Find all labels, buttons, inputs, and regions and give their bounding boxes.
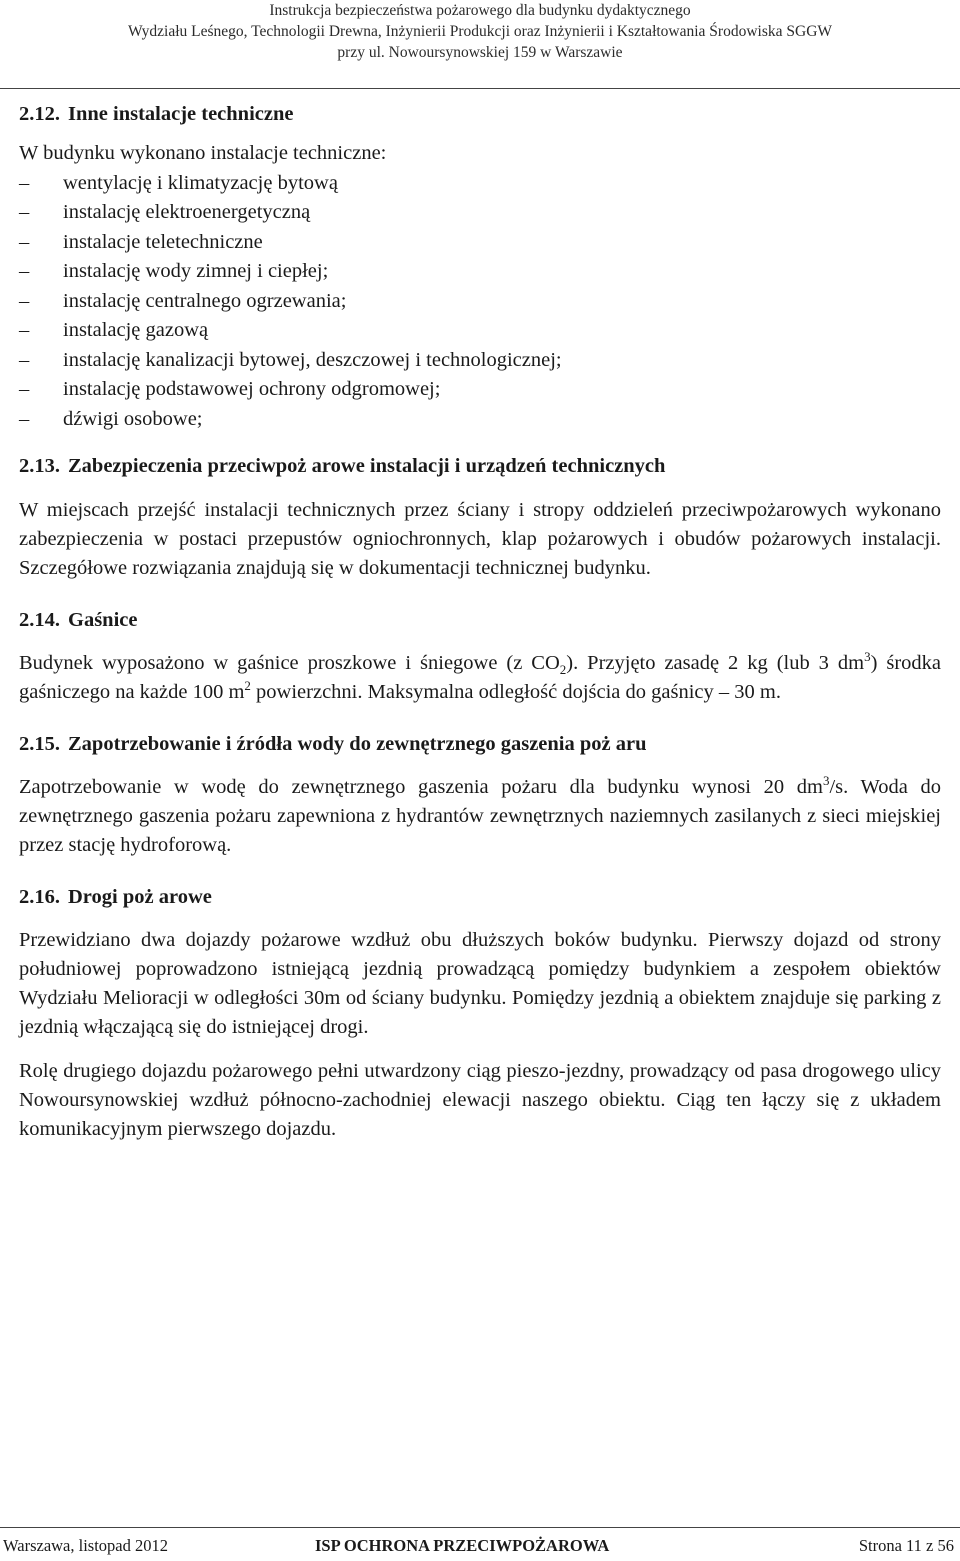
dash-bullet: – — [19, 171, 30, 194]
section-paragraph: Zapotrzebowanie w wodę do zewnętrznego gaszenia pożaru dla budynku wynosi 20 $dm^3/s$. Woda do zewnętrznego gaszenia pożaru zapewniona z hydrantów zewnętrznych naziemnych zasilanych z sieci miejskiej przez stację hydroforową. — [19, 773, 941, 856]
section-paragraph: W miejscach przejść instalacji technicznych przez ściany i stropy oddzieleń przeciwpożarowych wykonano zabezpieczenia w postaci przepustów ogniochronnych, klap pożarowych i obudów pożarowych instalacji. Szczegółowe rozwiązania znajdują się w dokumentacji technicznej budynku. — [19, 499, 941, 579]
section-paragraph: Rolę drugiego dojazdu pożarowego pełni utwardzony ciąg pieszo-jezdny, prowadzący od pasa drogowego ulicy Nowoursynowskiej wzdłuż północno-zachodniej elewacji naszego obiektu. Ciąg ten łączy się z układem komunikacyjnym pierwszego dojazdu. — [19, 1060, 941, 1140]
list-item: – dźwigi osobowe; — [19, 405, 941, 435]
dash-bullet: – — [19, 319, 30, 341]
header-line-3: przy ul. Nowoursynowskiej 159 w Warszawie — [337, 44, 623, 61]
list-item: – instalacje teletechniczne — [19, 228, 941, 258]
section-intro: W budynku wykonano instalacje techniczne: — [19, 142, 387, 164]
section-title: Drogi poż arowe — [68, 886, 212, 908]
section-number: 2.13. — [19, 455, 60, 477]
footer-page-number: Strona 11 z 56 — [858, 1536, 954, 1555]
list-item: – instalację gazową — [19, 316, 941, 346]
section-paragraph: Budynek wyposażono w gaśnice proszkowe i śniegowe (z $CO_2$). Przyjęto zasadę 2 kg (lub 3 $dm^3$) środka gaśniczego na każde 100 $m^2$ powierzchni. Maksymalna odległość dojścia do gaśnicy – 30 m. — [19, 649, 942, 703]
document-body — [19, 100, 941, 1144]
list-item: – instalację centralnego ogrzewania; — [19, 287, 941, 317]
section-title: Gaśnice — [68, 609, 138, 631]
list-item: – instalację podstawowej ochrony odgromowej; — [19, 375, 941, 405]
section-title: Zapotrzebowanie i źródła wody do zewnętrznego gaszenia poż aru — [68, 733, 647, 755]
section-heading-2-14 — [19, 606, 941, 634]
section-title: Inne instalacje techniczne — [68, 103, 294, 125]
section-heading-2-12 — [19, 100, 941, 128]
dash-bullet: – — [19, 260, 30, 282]
page-footer — [0, 1534, 960, 1558]
installations-list — [19, 169, 941, 435]
footer-document-title: ISP OCHRONA PRZECIWPOŻAROWA — [315, 1536, 610, 1555]
list-item: – wentylację i klimatyzację bytową — [19, 169, 941, 199]
list-item: – instalację elektroenergetyczną — [19, 198, 941, 228]
header-divider — [0, 88, 960, 89]
footer-divider — [0, 1527, 960, 1528]
header-line-2: Wydziału Leśnego, Technologii Drewna, Inżynierii Produkcji oraz Inżynierii i Kształtowania Środowiska SGGW — [127, 23, 833, 40]
header-line-1: Instrukcja bezpieczeństwa pożarowego dla budynku dydaktycznego — [269, 2, 691, 19]
dash-bullet: – — [19, 407, 30, 430]
dash-bullet: – — [19, 348, 30, 371]
section-number: 2.15. — [19, 733, 60, 755]
section-heading-2-15 — [19, 730, 941, 758]
dash-bullet: – — [19, 201, 30, 223]
section-number: 2.12. — [19, 103, 60, 125]
section-title: Zabezpieczenia przeciwpoż arowe instalacji i urządzeń technicznych — [68, 455, 666, 477]
page-header — [0, 0, 960, 63]
section-heading-2-13 — [19, 452, 941, 480]
section-number: 2.14. — [19, 609, 60, 631]
section-paragraph: Przewidziano dwa dojazdy pożarowe wzdłuż obu dłuższych boków budynku. Pierwszy dojazd od strony południowej poprowadzono istniejącą jezdnią prowadzącą pomiędzy budynkiem a zespołem obiektów Wydziału Melioracji w odległości 30m od ściany budynku. Pomiędzy jezdnią a obiektem znajduje się parking z jezdnią włączającą się do istniejącej drogi. — [19, 929, 941, 1038]
list-item: – instalację kanalizacji bytowej, deszczowej i technologicznej; — [19, 346, 941, 376]
dash-bullet: – — [19, 230, 30, 253]
footer-date: Warszawa, listopad 2012 — [3, 1536, 168, 1555]
section-number: 2.16. — [19, 886, 60, 908]
section-heading-2-16 — [19, 883, 941, 911]
dash-bullet: – — [19, 289, 30, 312]
list-item: – instalację wody zimnej i ciepłej; — [19, 257, 941, 287]
dash-bullet: – — [19, 378, 30, 400]
